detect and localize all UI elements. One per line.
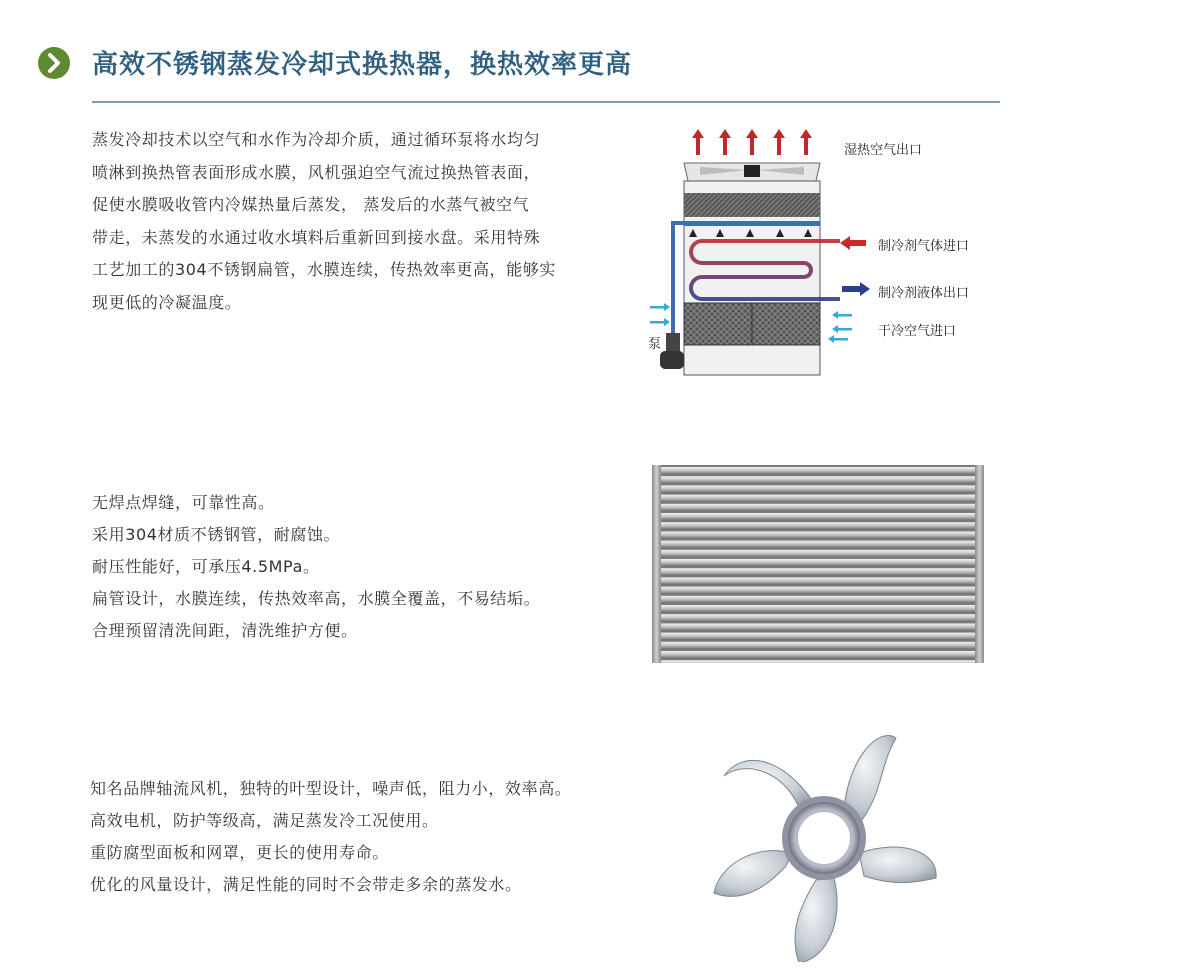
tube-row — [658, 513, 978, 520]
tube-row — [658, 568, 978, 575]
tube-row — [658, 531, 978, 538]
hot-air-arrows — [692, 129, 812, 155]
tube-row — [658, 596, 978, 603]
tube-row — [658, 651, 978, 658]
tube-row — [658, 467, 978, 474]
paragraph-line: 促使水膜吸收管内冷媒热量后蒸发， 蒸发后的水蒸气被空气 — [92, 195, 530, 214]
tube-row — [658, 660, 978, 663]
label-pump: 泵 — [648, 337, 662, 352]
tube-row — [658, 504, 978, 511]
title-divider — [92, 101, 1000, 103]
paragraph-line: 工艺加工的304不锈钢扁管，水膜连续，传热效率更高，能够实 — [92, 260, 556, 279]
paragraph-line: 蒸发冷却技术以空气和水作为冷却介质，通过循环泵将水均匀 — [92, 130, 541, 149]
list-item: 合理预留清洗间距，清洗维护方便。 — [92, 621, 358, 640]
tube-row — [658, 541, 978, 548]
paragraph-line: 带走，未蒸发的水通过收水填料后重新回到接水盘。采用特殊 — [92, 227, 541, 247]
axial-fan-photo — [700, 712, 945, 962]
tube-row — [658, 633, 978, 640]
tube-features-list — [92, 487, 540, 647]
list-item: 优化的风量设计，满足性能的同时不会带走多余的蒸发水。 — [90, 875, 522, 894]
tube-row — [658, 559, 978, 566]
list-item: 重防腐型面板和网罩，更长的使用寿命。 — [90, 843, 389, 862]
tube-row — [658, 550, 978, 557]
tube-row — [658, 614, 978, 621]
label-dry-air-in: 干冷空气进口 — [878, 324, 957, 339]
label-gas-in: 制冷剂气体进口 — [878, 239, 970, 254]
chevron-right-icon — [38, 47, 70, 79]
stainless-tube-photo — [652, 465, 984, 663]
tube-row — [658, 577, 978, 584]
tube-row — [658, 605, 978, 612]
condenser-diagram — [640, 125, 980, 380]
tube-row — [658, 476, 978, 483]
list-item: 扁管设计，水膜连续，传热效率高，水膜全覆盖，不易结垢。 — [92, 589, 541, 608]
intro-paragraph — [92, 124, 612, 319]
tube-row — [658, 522, 978, 529]
label-hot-air-out: 湿热空气出口 — [844, 143, 923, 158]
paragraph-line: 喷淋到换热管表面形成水膜，风机强迫空气流过换热管表面， — [92, 162, 541, 182]
tube-row — [658, 495, 978, 502]
tube-row — [658, 485, 978, 492]
paragraph-line: 现更低的冷凝温度。 — [92, 292, 242, 312]
list-item: 耐压性能好，可承压4.5MPa。 — [92, 557, 320, 576]
tube-row — [658, 623, 978, 630]
list-item: 无焊点焊缝，可靠性高。 — [92, 493, 275, 512]
list-item: 高效电机，防护等级高，满足蒸发冷工况使用。 — [90, 811, 439, 830]
list-item: 知名品牌轴流风机，独特的叶型设计，噪声低，阻力小，效率高。 — [90, 779, 572, 798]
refrigerant-liquid-arrow — [842, 282, 870, 296]
tube-row — [658, 587, 978, 594]
tube-row — [658, 642, 978, 649]
refrigerant-gas-arrow — [840, 236, 866, 250]
label-liquid-out: 制冷剂液体出口 — [878, 286, 970, 301]
section-title: 高效不锈钢蒸发冷却式换热器，换热效率更高 — [92, 50, 633, 80]
fan-features-list — [90, 773, 571, 901]
section-header — [38, 44, 632, 81]
list-item: 采用304材质不锈钢管，耐腐蚀。 — [92, 525, 341, 544]
